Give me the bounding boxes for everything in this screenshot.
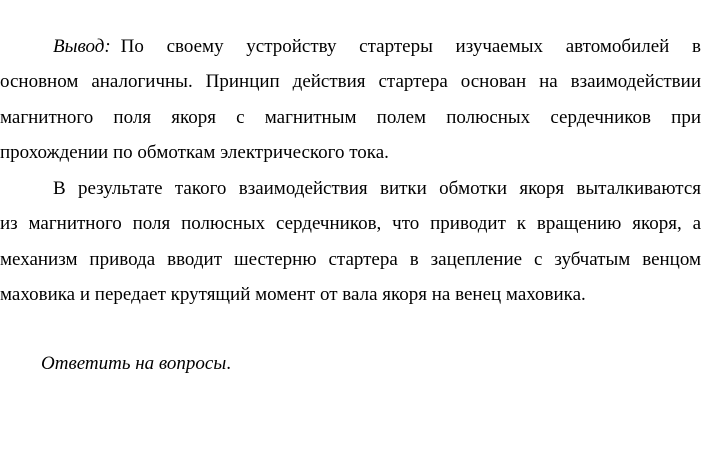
conclusion-line-1 [0,35,701,59]
conclusion-line-4: прохождении по обмоткам электрического тока. [0,142,389,163]
conclusion-label: Вывод: [53,36,111,57]
questions-heading [41,352,231,376]
conclusion-line-2: основном аналогичны. Принцип действия стартера основан на взаимодействии [0,71,701,92]
result-line-3: механизм привода вводит шестерню стартера в зацепление с зубчатым венцом [0,249,701,270]
conclusion-text-1: По своему устройству стартеры изучаемых автомобилей в [120,36,701,57]
result-line-4: маховика и передает крутящий момент от вала якоря на венец маховика. [0,284,586,305]
questions-period: . [226,353,231,374]
result-line-2: из магнитного поля полюсных сердечников, что приводит к вращению якоря, а [0,213,701,234]
questions-label: Ответить на вопросы [41,353,227,374]
conclusion-line-3: магнитного поля якоря с магнитным полем полюсных сердечников при [0,107,701,128]
result-line-1: В результате такого взаимодействия витки обмотки якоря выталкиваются [53,178,701,199]
